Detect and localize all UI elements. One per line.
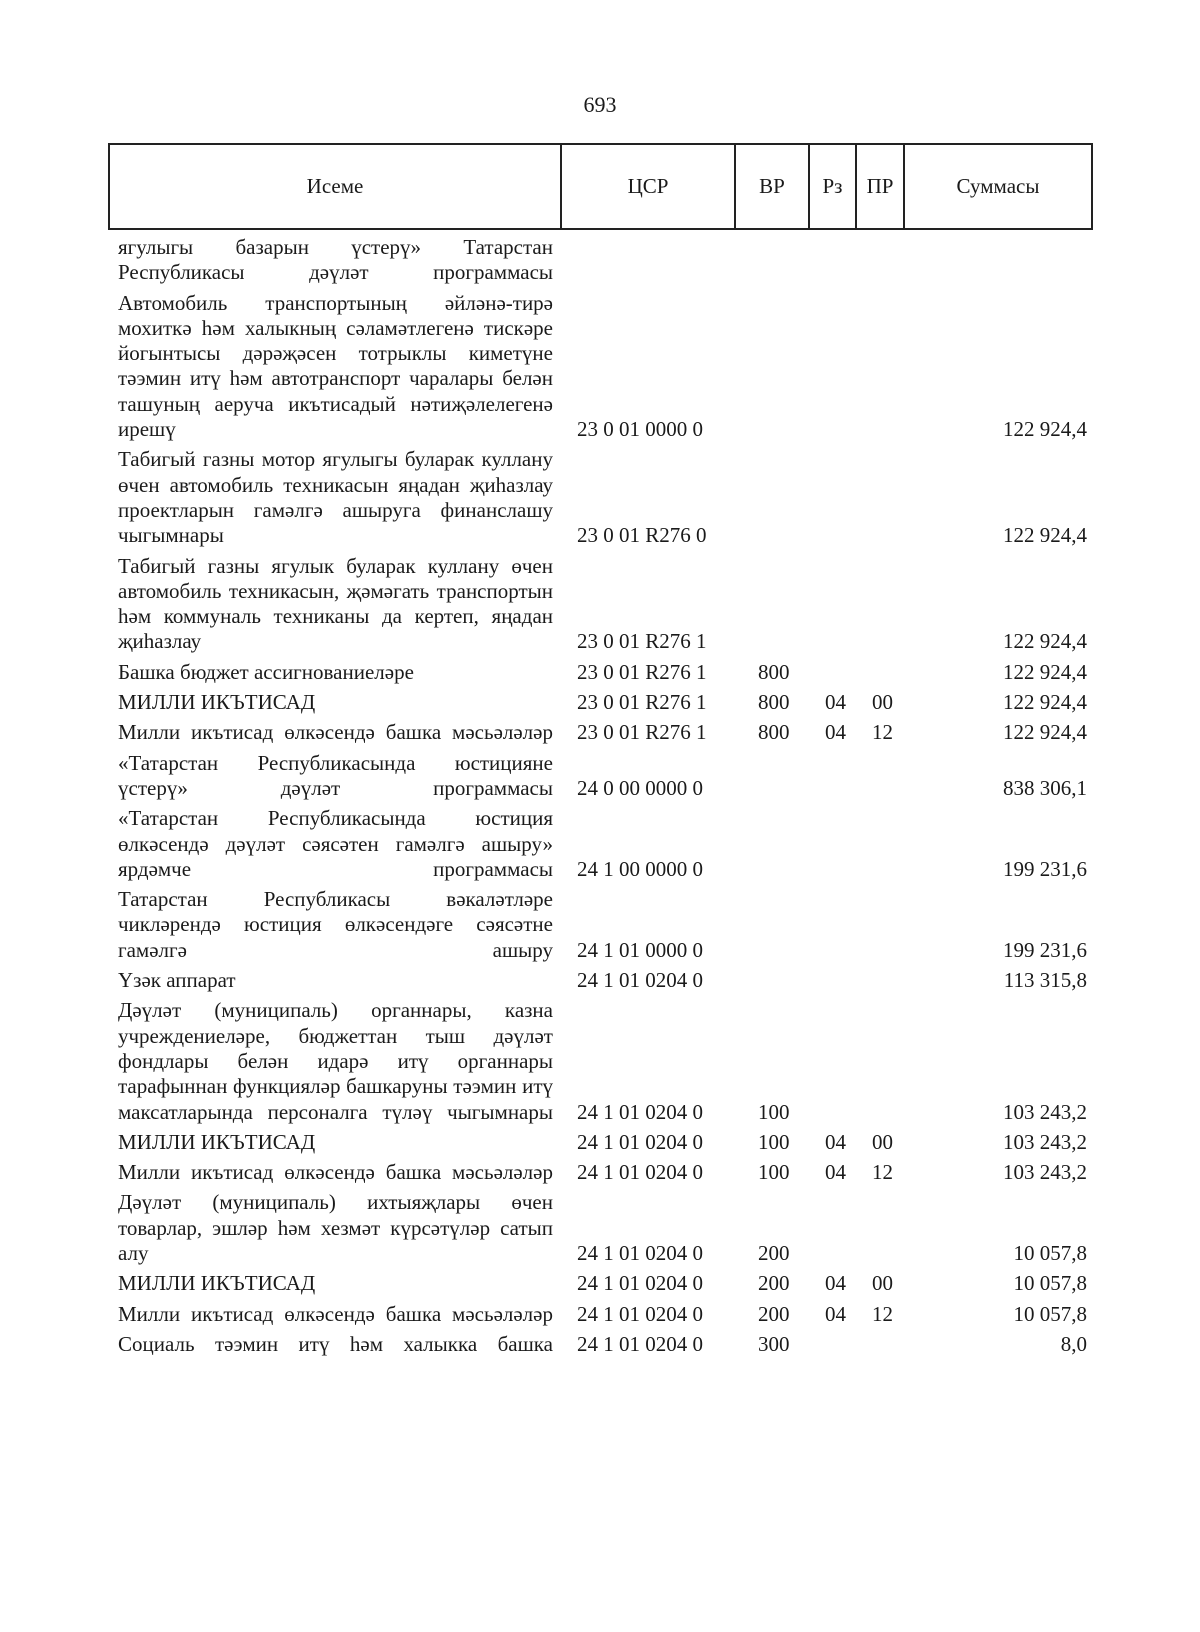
table-row <box>0 998 1200 1124</box>
row-sum: 838 306,1 <box>1003 775 1087 800</box>
row-name: Автомобиль транспортының әйләнә-тирә мохиткә һәм халыкның сәламәтлегенә тискәре йогынтысы дәрәҗәсен тотрыклы киметүне тәэмин итү һәм автотранспорт чаралары белән ташуның аеруча икътисадый нәтиҗәлелегенә ирешү <box>118 290 553 442</box>
row-sum: 122 924,4 <box>1003 417 1087 442</box>
table-row <box>0 968 1200 993</box>
row-sum: 122 924,4 <box>1003 659 1087 684</box>
row-pr: 00 <box>872 1271 893 1296</box>
row-rz: 04 <box>825 720 846 745</box>
row-csr: 24 1 01 0000 0 <box>577 937 703 962</box>
table-row <box>0 751 1200 802</box>
row-vr: 800 <box>758 690 790 715</box>
row-rz: 04 <box>825 1301 846 1326</box>
row-rz: 04 <box>825 690 846 715</box>
row-csr: 24 1 01 0204 0 <box>577 1129 703 1154</box>
row-csr: 24 0 00 0000 0 <box>577 775 703 800</box>
table-row <box>0 1271 1200 1296</box>
row-sum: 10 057,8 <box>1013 1271 1087 1296</box>
row-vr: 100 <box>758 1129 790 1154</box>
row-name: Милли икътисад өлкәсендә башка мәсьәләләр <box>118 1301 553 1326</box>
row-name: ягулыгы базарын үстерү» Татарстан Республикасы дәүләт программасы <box>118 235 553 285</box>
row-name: Милли икътисад өлкәсендә башка мәсьәләләр <box>118 720 553 745</box>
row-rz: 04 <box>825 1271 846 1296</box>
table-row <box>0 554 1200 655</box>
row-csr: 24 1 01 0204 0 <box>577 1160 703 1185</box>
header-name: Исеме <box>109 144 561 229</box>
row-pr: 00 <box>872 1129 893 1154</box>
table-row <box>0 1160 1200 1185</box>
row-name: МИЛЛИ ИКЪТИСАД <box>118 1271 316 1296</box>
row-name: Башка бюджет ассигнованиеләре <box>118 659 414 684</box>
table-row <box>0 1130 1200 1155</box>
row-sum: 199 231,6 <box>1003 937 1087 962</box>
row-sum: 8,0 <box>1060 1331 1087 1356</box>
row-csr: 23 0 01 R276 1 <box>577 629 707 654</box>
row-name: Табигый газны мотор ягулыгы буларак куллану өчен автомобиль техникасын яңадан җиһазлау проектларын гамәлгә ашыруга финанслашу чыгымнары <box>118 447 553 548</box>
row-vr: 200 <box>758 1271 790 1296</box>
row-sum: 103 243,2 <box>1003 1099 1087 1124</box>
table-row <box>0 1190 1200 1266</box>
row-sum: 113 315,8 <box>1003 968 1087 993</box>
row-vr: 800 <box>758 720 790 745</box>
row-csr: 24 1 01 0204 0 <box>577 1331 703 1356</box>
row-csr: 23 0 01 R276 1 <box>577 659 707 684</box>
row-name: «Татарстан Республикасында юстиция өлкәсендә дәүләт сәясәтен гамәлгә ашыру» ярдәмче программасы <box>118 806 553 881</box>
row-pr: 12 <box>872 1301 893 1326</box>
row-sum: 122 924,4 <box>1003 720 1087 745</box>
row-name: «Татарстан Республикасында юстицияне үстерү» дәүләт программасы <box>118 750 553 800</box>
row-csr: 24 1 00 0000 0 <box>577 856 703 881</box>
row-rz: 04 <box>825 1160 846 1185</box>
row-sum: 10 057,8 <box>1013 1301 1087 1326</box>
row-csr: 24 1 01 0204 0 <box>577 1271 703 1296</box>
table-body <box>0 235 1200 1362</box>
row-csr: 23 0 01 0000 0 <box>577 417 703 442</box>
row-name: Дәүләт (муниципаль) ихтыяҗлары өчен товарлар, эшләр һәм хезмәт күрсәтүләр сатып алу <box>118 1190 553 1265</box>
row-name: Дәүләт (муниципаль) органнары, казна учреждениеләре, бюджеттан тыш дәүләт фондлары белән идарә итү органнары тарафыннан функцияләр башкаруны тәэмин итү максатларында персоналга түләү чыгымнары <box>118 998 553 1124</box>
row-vr: 200 <box>758 1240 790 1265</box>
row-vr: 800 <box>758 659 790 684</box>
header-vr: ВР <box>735 144 809 229</box>
row-name: Табигый газны ягулык буларак куллану өчен автомобиль техникасын, җәмәгать транспортын һәм коммуналь техниканы да кертеп, яңадан җиһазлау <box>118 553 553 654</box>
table-row <box>0 690 1200 715</box>
row-vr: 100 <box>758 1160 790 1185</box>
row-csr: 24 1 01 0204 0 <box>577 1240 703 1265</box>
table-row <box>0 720 1200 745</box>
row-pr: 12 <box>872 1160 893 1185</box>
table-row <box>0 806 1200 882</box>
row-sum: 103 243,2 <box>1003 1129 1087 1154</box>
row-vr: 300 <box>758 1331 790 1356</box>
row-sum: 122 924,4 <box>1003 523 1087 548</box>
row-vr: 200 <box>758 1301 790 1326</box>
row-name: Милли икътисад өлкәсендә башка мәсьәләләр <box>118 1160 553 1185</box>
page-number: 693 <box>583 92 617 117</box>
row-name: Татарстан Республикасы вәкаләтләре чикләрендә юстиция өлкәсендәге сәясәтне гамәлгә ашыру <box>118 887 553 962</box>
table-row <box>0 291 1200 443</box>
row-sum: 103 243,2 <box>1003 1160 1087 1185</box>
row-name: Социаль тәэмин итү һәм халыкка башка <box>118 1331 553 1356</box>
row-vr: 100 <box>758 1099 790 1124</box>
row-sum: 10 057,8 <box>1013 1240 1087 1265</box>
table-header <box>108 143 1093 230</box>
header-rz: Рз <box>809 144 856 229</box>
table-row <box>0 235 1200 286</box>
row-pr: 00 <box>872 690 893 715</box>
row-csr: 24 1 01 0204 0 <box>577 1099 703 1124</box>
row-csr: 24 1 01 0204 0 <box>577 968 703 993</box>
row-csr: 24 1 01 0204 0 <box>577 1301 703 1326</box>
row-sum: 122 924,4 <box>1003 629 1087 654</box>
table-row <box>0 1332 1200 1357</box>
row-sum: 199 231,6 <box>1003 856 1087 881</box>
row-name: МИЛЛИ ИКЪТИСАД <box>118 690 316 715</box>
row-name: МИЛЛИ ИКЪТИСАД <box>118 1129 316 1154</box>
row-csr: 23 0 01 R276 0 <box>577 523 707 548</box>
table-row <box>0 887 1200 963</box>
row-name: Үзәк аппарат <box>118 968 236 993</box>
row-sum: 122 924,4 <box>1003 690 1087 715</box>
header-csr: ЦСР <box>561 144 735 229</box>
row-csr: 23 0 01 R276 1 <box>577 720 707 745</box>
table-row <box>0 447 1200 548</box>
row-pr: 12 <box>872 720 893 745</box>
header-pr: ПР <box>856 144 904 229</box>
row-rz: 04 <box>825 1129 846 1154</box>
table-row <box>0 660 1200 685</box>
header-sum: Суммасы <box>904 144 1092 229</box>
row-csr: 23 0 01 R276 1 <box>577 690 707 715</box>
table-row <box>0 1302 1200 1327</box>
